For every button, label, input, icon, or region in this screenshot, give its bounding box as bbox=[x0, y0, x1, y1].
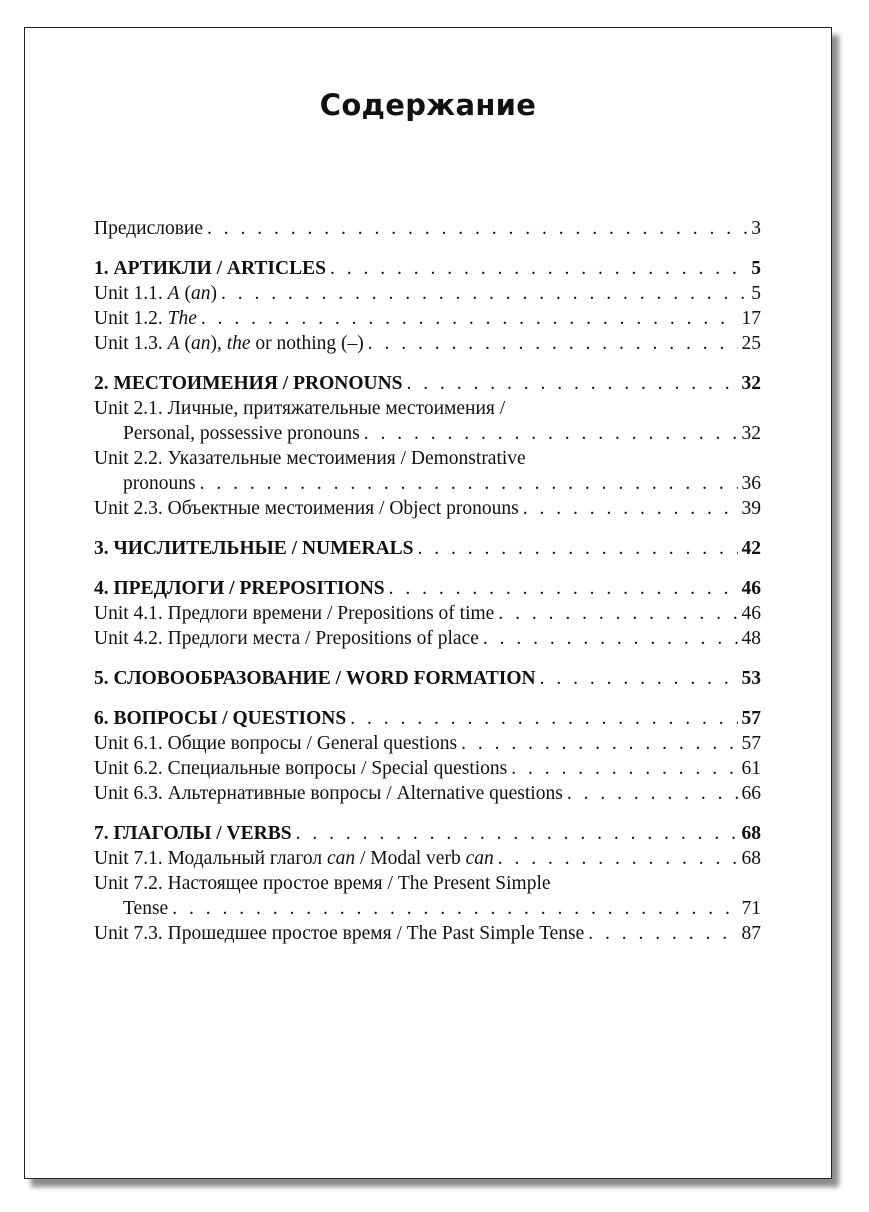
toc-section-label: 1. АРТИКЛИ / ARTICLES bbox=[94, 258, 326, 279]
dot-leader bbox=[296, 821, 738, 846]
toc-section-label: 6. ВОПРОСЫ / QUESTIONS bbox=[94, 708, 347, 729]
toc-entry-preface bbox=[94, 216, 761, 241]
toc-page-number: 87 bbox=[741, 923, 761, 944]
toc-page-number: 32 bbox=[741, 423, 761, 444]
toc-page-number: 39 bbox=[741, 498, 761, 519]
dot-leader bbox=[498, 846, 738, 871]
toc-entry-unit-2-2-line2 bbox=[94, 471, 761, 496]
toc-entry-unit-2-1-line1 bbox=[94, 396, 761, 421]
toc-page-number: 66 bbox=[741, 783, 761, 804]
toc-page-number: 46 bbox=[741, 578, 761, 599]
dot-leader bbox=[330, 256, 747, 281]
toc-section-verbs bbox=[94, 821, 761, 846]
toc-entry-label: Unit 1.3. A (an), the or nothing (–) bbox=[94, 333, 364, 354]
dot-leader bbox=[407, 371, 738, 396]
toc-section-label: 3. ЧИСЛИТЕЛЬНЫЕ / NUMERALS bbox=[94, 538, 414, 559]
toc-entry-unit-2-1-line2 bbox=[94, 421, 761, 446]
toc-entry-unit-6-1 bbox=[94, 731, 761, 756]
dot-leader bbox=[350, 706, 737, 731]
toc-section-label: 4. ПРЕДЛОГИ / PREPOSITIONS bbox=[94, 578, 385, 599]
toc-section-pronouns bbox=[94, 371, 761, 396]
dot-leader bbox=[207, 216, 747, 241]
toc-entry-label: Tense bbox=[123, 898, 169, 919]
dot-leader bbox=[540, 666, 738, 691]
dot-leader bbox=[498, 601, 737, 626]
toc-page-number: 42 bbox=[741, 538, 761, 559]
dot-leader bbox=[200, 471, 738, 496]
dot-leader bbox=[389, 576, 738, 601]
toc-page-number: 68 bbox=[741, 848, 761, 869]
toc-entry-label: Unit 2.1. Личные, притяжательные местоимения / bbox=[94, 398, 506, 419]
toc-entry-label: Unit 2.2. Указательные местоимения / Demonstrative bbox=[94, 448, 526, 469]
toc-entry-label: Unit 1.2. The bbox=[94, 308, 197, 329]
toc-entry-unit-4-2 bbox=[94, 626, 761, 651]
dot-leader bbox=[523, 496, 738, 521]
toc-page-number: 25 bbox=[741, 333, 761, 354]
toc-page-number: 17 bbox=[741, 308, 761, 329]
toc-entry-unit-4-1 bbox=[94, 601, 761, 626]
toc-entry-unit-1-1 bbox=[94, 281, 761, 306]
document-page bbox=[24, 27, 832, 1179]
toc-section-numerals bbox=[94, 536, 761, 561]
toc-page-number: 71 bbox=[741, 898, 761, 919]
dot-leader bbox=[364, 421, 738, 446]
toc-section-questions bbox=[94, 706, 761, 731]
toc-page-number: 36 bbox=[741, 473, 761, 494]
toc-entry-unit-1-3 bbox=[94, 331, 761, 356]
dot-leader bbox=[201, 306, 738, 331]
toc-section-label: 2. МЕСТОИМЕНИЯ / PRONOUNS bbox=[94, 373, 403, 394]
toc-entry-label: Предисловие bbox=[94, 218, 204, 239]
toc-entry-label: Unit 6.1. Общие вопросы / General questions bbox=[94, 733, 458, 754]
toc-entry-unit-7-2-line1 bbox=[94, 871, 761, 896]
toc-page-number: 46 bbox=[741, 603, 761, 624]
toc-entry-label: Unit 6.3. Альтернативные вопросы / Alternative questions bbox=[94, 783, 563, 804]
toc-page-number: 57 bbox=[741, 708, 761, 729]
toc-entry-label: Unit 6.2. Специальные вопросы / Special questions bbox=[94, 758, 508, 779]
toc-page-number: 5 bbox=[751, 258, 761, 279]
dot-leader bbox=[461, 731, 737, 756]
table-of-contents bbox=[94, 216, 761, 946]
toc-section-label: 7. ГЛАГОЛЫ / VERBS bbox=[94, 823, 292, 844]
toc-entry-label: Unit 4.2. Предлоги места / Prepositions of place bbox=[94, 628, 479, 649]
toc-entry-unit-2-2-line1 bbox=[94, 446, 761, 471]
toc-page-number: 3 bbox=[751, 218, 761, 239]
toc-entry-label: pronouns bbox=[123, 473, 196, 494]
dot-leader bbox=[588, 921, 737, 946]
toc-entry-unit-7-3 bbox=[94, 921, 761, 946]
dot-leader bbox=[511, 756, 737, 781]
toc-entry-label: Unit 1.1. A (an) bbox=[94, 283, 217, 304]
toc-page-number: 61 bbox=[741, 758, 761, 779]
dot-leader bbox=[418, 536, 738, 561]
toc-section-articles bbox=[94, 256, 761, 281]
toc-entry-label: Unit 4.1. Предлоги времени / Prepositions of time bbox=[94, 603, 495, 624]
toc-entry-label: Unit 7.1. Модальный глагол can / Modal verb can bbox=[94, 848, 494, 869]
toc-section-word-formation bbox=[94, 666, 761, 691]
toc-entry-label: Unit 2.3. Объектные местоимения / Object pronouns bbox=[94, 498, 519, 519]
toc-entry-label: Unit 7.2. Настоящее простое время / The Present Simple bbox=[94, 873, 551, 894]
dot-leader bbox=[221, 281, 747, 306]
toc-entry-unit-7-2-line2 bbox=[94, 896, 761, 921]
dot-leader bbox=[368, 331, 738, 356]
toc-entry-unit-2-3 bbox=[94, 496, 761, 521]
toc-page-number: 48 bbox=[741, 628, 761, 649]
toc-page-number: 5 bbox=[751, 283, 761, 304]
toc-entry-unit-1-2 bbox=[94, 306, 761, 331]
toc-page-number: 53 bbox=[741, 668, 761, 689]
toc-page-number: 32 bbox=[741, 373, 761, 394]
toc-entry-unit-6-3 bbox=[94, 781, 761, 806]
dot-leader bbox=[483, 626, 738, 651]
dot-leader bbox=[567, 781, 738, 806]
page-title: Содержание bbox=[319, 88, 537, 122]
toc-page-number: 57 bbox=[741, 733, 761, 754]
toc-section-label: 5. СЛОВООБРАЗОВАНИЕ / WORD FORMATION bbox=[94, 668, 536, 689]
toc-section-prepositions bbox=[94, 576, 761, 601]
toc-entry-label: Personal, possessive pronouns bbox=[123, 423, 360, 444]
toc-entry-unit-7-1 bbox=[94, 846, 761, 871]
dot-leader bbox=[172, 896, 737, 921]
toc-entry-label: Unit 7.3. Прошедшее простое время / The Past Simple Tense bbox=[94, 923, 585, 944]
toc-page-number: 68 bbox=[741, 823, 761, 844]
toc-entry-unit-6-2 bbox=[94, 756, 761, 781]
